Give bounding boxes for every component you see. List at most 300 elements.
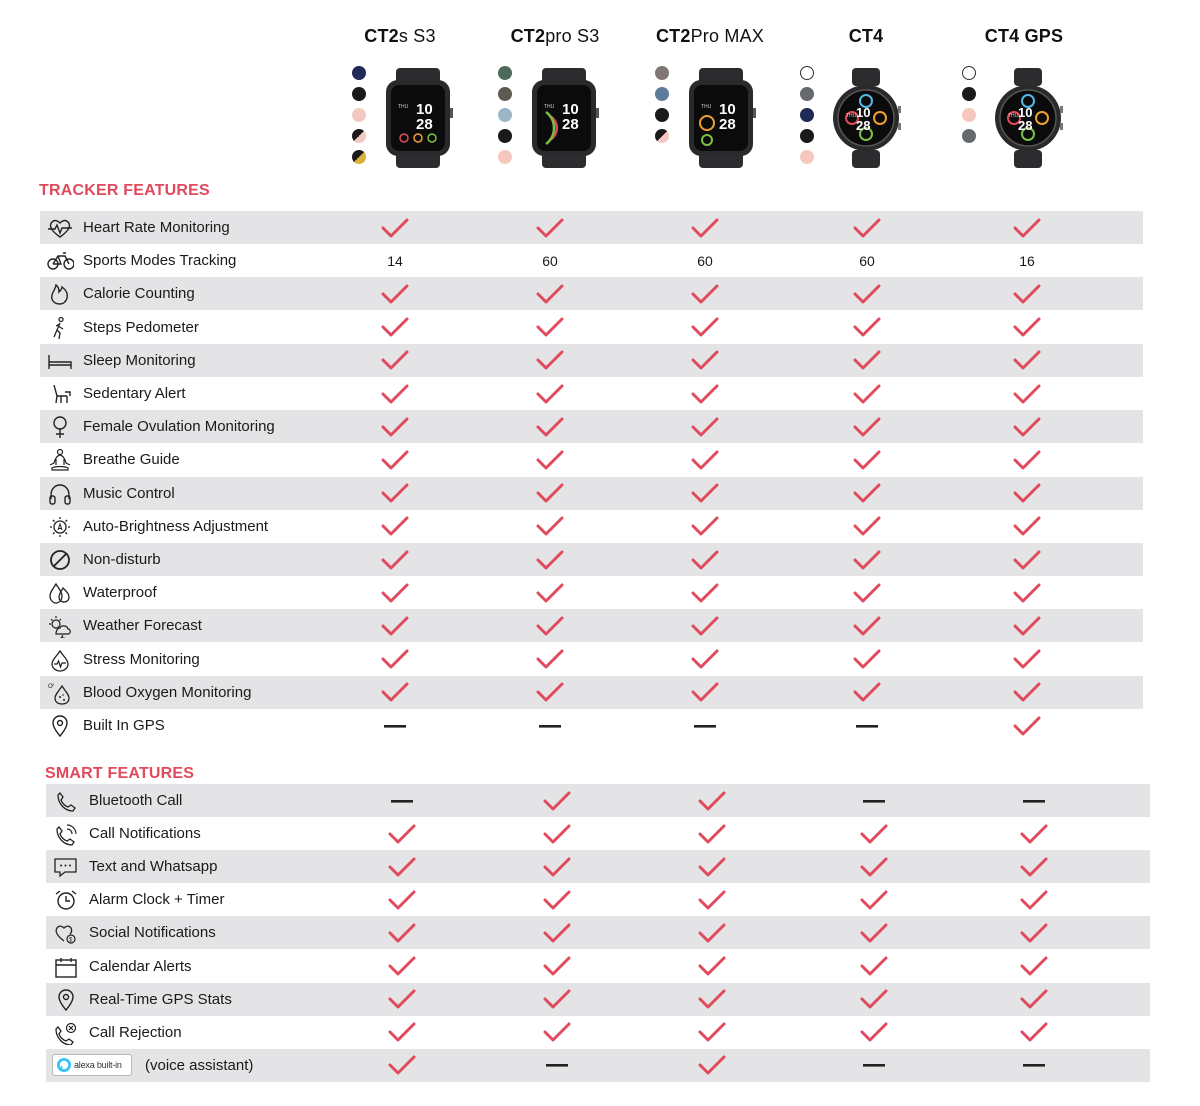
check-mark [860, 823, 888, 845]
value-cell [675, 576, 735, 609]
value-cell [837, 311, 897, 344]
value-cell [520, 377, 580, 410]
check-mark [381, 217, 409, 239]
color-swatch[interactable] [655, 66, 669, 80]
check-mark [691, 681, 719, 703]
check-mark [691, 615, 719, 637]
check-mark [698, 823, 726, 845]
check-mark [691, 416, 719, 438]
value-cell [372, 1049, 432, 1082]
check-mark [381, 549, 409, 571]
value-cell [365, 543, 425, 576]
color-swatch[interactable] [800, 108, 814, 122]
table-row [40, 410, 1143, 443]
color-swatches [655, 66, 673, 150]
value-cell [997, 311, 1057, 344]
model-name-bold: CT2 [655, 26, 691, 46]
value-cell [527, 883, 587, 916]
check-mark [691, 349, 719, 371]
value-cell [997, 576, 1057, 609]
check-mark [853, 383, 881, 405]
value-cell [1004, 950, 1064, 983]
value-cell [520, 410, 580, 443]
check-mark [388, 823, 416, 845]
value-cell [675, 543, 735, 576]
value-cell [675, 643, 735, 676]
social-heart-icon [52, 921, 80, 945]
check-mark [381, 515, 409, 537]
check-mark [536, 283, 564, 305]
check-mark [381, 681, 409, 703]
value-cell [682, 983, 742, 1016]
value-cell [675, 244, 735, 277]
color-swatch[interactable] [962, 108, 976, 122]
check-mark [543, 955, 571, 977]
row-label: Sleep Monitoring [83, 351, 196, 369]
color-swatch[interactable] [800, 66, 814, 80]
value-cell [372, 883, 432, 916]
check-mark [388, 856, 416, 878]
check-mark [1013, 283, 1041, 305]
value-cell [997, 377, 1057, 410]
check-mark [860, 856, 888, 878]
color-swatch[interactable] [498, 66, 512, 80]
dash-mark [383, 723, 407, 729]
watch-day: THU [544, 104, 555, 110]
check-mark [536, 549, 564, 571]
value-cell [997, 643, 1057, 676]
value-cell [837, 344, 897, 377]
check-mark [1020, 922, 1048, 944]
value-cell [365, 211, 425, 244]
check-mark [1013, 681, 1041, 703]
alexa-logo-icon [56, 1057, 72, 1073]
color-swatch[interactable] [498, 108, 512, 122]
brightness-icon [46, 515, 74, 539]
check-mark [536, 416, 564, 438]
value-cell [1004, 817, 1064, 850]
water-drops-icon [46, 581, 74, 605]
check-mark [698, 955, 726, 977]
check-mark [691, 482, 719, 504]
value-cell [997, 477, 1057, 510]
row-label: Blood Oxygen Monitoring [83, 683, 252, 701]
model-title-2 [630, 26, 790, 47]
value-cell [527, 983, 587, 1016]
value-cell [675, 443, 735, 476]
model-title-1 [475, 26, 635, 47]
value-cell [844, 983, 904, 1016]
check-mark [536, 217, 564, 239]
model-name-rest: s S3 [398, 26, 436, 46]
watch-day: THU [701, 104, 712, 110]
phone-icon [52, 789, 80, 813]
check-mark [860, 889, 888, 911]
watch-face-text [992, 68, 1064, 168]
value-cell [527, 850, 587, 883]
watch-face-text [685, 68, 757, 168]
check-mark [1020, 1021, 1048, 1043]
value-cell [520, 443, 580, 476]
value-cell [997, 543, 1057, 576]
check-mark [853, 482, 881, 504]
color-swatch[interactable] [498, 150, 512, 164]
watch-minute: 28 [1018, 118, 1033, 133]
check-mark [1013, 383, 1041, 405]
value-cell [372, 850, 432, 883]
value-cell [837, 709, 897, 742]
row-label: Weather Forecast [83, 617, 202, 635]
value-cell [844, 916, 904, 949]
check-mark [698, 1021, 726, 1043]
check-mark [1020, 856, 1048, 878]
value-cell [997, 344, 1057, 377]
headphones-icon [46, 482, 74, 506]
check-mark [860, 988, 888, 1010]
row-label: Stress Monitoring [83, 650, 200, 668]
row-label: Calorie Counting [83, 285, 195, 303]
check-mark [536, 615, 564, 637]
check-mark [698, 790, 726, 812]
row-label: Text and Whatsapp [89, 858, 218, 876]
chat-bubble-icon [52, 855, 80, 879]
check-mark [853, 449, 881, 471]
row-label: Breathe Guide [83, 451, 180, 469]
value-cell [675, 377, 735, 410]
value-cell [997, 709, 1057, 742]
check-mark [698, 988, 726, 1010]
check-mark [536, 449, 564, 471]
value-cell [527, 784, 587, 817]
value-number: 14 [387, 252, 403, 269]
value-cell [682, 950, 742, 983]
value-cell [837, 643, 897, 676]
check-mark [381, 383, 409, 405]
check-mark [543, 988, 571, 1010]
model-name-rest: Pro MAX [690, 26, 765, 46]
svg-text:O: O [48, 683, 53, 690]
row-label: Female Ovulation Monitoring [83, 418, 275, 436]
value-cell [844, 950, 904, 983]
value-cell [837, 244, 897, 277]
table-row [40, 277, 1143, 310]
table-row [40, 576, 1143, 609]
check-mark [691, 316, 719, 338]
color-swatch[interactable] [352, 129, 366, 143]
color-swatch[interactable] [962, 66, 976, 80]
check-mark [1020, 988, 1048, 1010]
value-cell [365, 377, 425, 410]
value-cell [365, 311, 425, 344]
check-mark [691, 383, 719, 405]
female-symbol-icon [46, 415, 74, 439]
check-mark [1013, 549, 1041, 571]
check-mark [1013, 715, 1041, 737]
value-cell [682, 1016, 742, 1049]
value-cell [1004, 850, 1064, 883]
color-swatch[interactable] [498, 129, 512, 143]
calendar-icon [52, 955, 80, 979]
check-mark [536, 383, 564, 405]
check-mark [853, 283, 881, 305]
value-cell [520, 477, 580, 510]
value-cell [372, 784, 432, 817]
table-row [40, 709, 1143, 742]
check-mark [388, 955, 416, 977]
check-mark [536, 349, 564, 371]
watch-face-text [528, 68, 600, 168]
check-mark [691, 283, 719, 305]
check-mark [853, 648, 881, 670]
check-mark [691, 582, 719, 604]
walking-person-icon [46, 316, 74, 340]
value-cell [372, 950, 432, 983]
check-mark [1013, 449, 1041, 471]
color-swatch[interactable] [800, 129, 814, 143]
watch-minute: 28 [562, 116, 579, 133]
value-cell [837, 510, 897, 543]
color-swatch[interactable] [800, 150, 814, 164]
check-mark [381, 283, 409, 305]
check-mark [381, 449, 409, 471]
row-label: Real-Time GPS Stats [89, 990, 232, 1008]
check-mark [388, 922, 416, 944]
row-label: Heart Rate Monitoring [83, 219, 230, 236]
value-cell [675, 676, 735, 709]
location-pin-icon [52, 988, 80, 1012]
alarm-clock-icon [52, 888, 80, 912]
watch-thumbnail-3 [800, 64, 930, 174]
color-swatches [962, 66, 980, 150]
value-cell [837, 377, 897, 410]
watch-hour: 10 [562, 101, 579, 118]
color-swatches [498, 66, 516, 171]
check-mark [860, 1021, 888, 1043]
watch-thumbnail-2 [655, 64, 785, 174]
row-label: Social Notifications [89, 924, 216, 942]
do-not-disturb-icon [46, 548, 74, 572]
color-swatch[interactable] [962, 87, 976, 101]
value-cell [682, 916, 742, 949]
check-mark [381, 416, 409, 438]
value-cell [520, 643, 580, 676]
color-swatch[interactable] [498, 87, 512, 101]
value-cell [844, 1049, 904, 1082]
check-mark [543, 823, 571, 845]
check-mark [381, 482, 409, 504]
row-label: Call Rejection [89, 1023, 182, 1041]
value-cell [372, 1016, 432, 1049]
section-title-smart: SMART FEATURES [45, 765, 195, 782]
watch-day: THU [1008, 113, 1019, 119]
table-row [40, 609, 1143, 642]
color-swatch[interactable] [655, 108, 669, 122]
meditation-icon [46, 448, 74, 472]
bicycle-icon [46, 249, 74, 273]
model-name-rest: pro S3 [545, 26, 600, 46]
value-cell [682, 817, 742, 850]
check-mark [853, 582, 881, 604]
value-cell [520, 709, 580, 742]
value-cell [520, 676, 580, 709]
value-cell [365, 443, 425, 476]
location-pin-icon [46, 714, 74, 738]
table-row [46, 817, 1150, 850]
value-cell [527, 817, 587, 850]
check-mark [1013, 582, 1041, 604]
check-mark [388, 889, 416, 911]
check-mark [1013, 482, 1041, 504]
weather-icon [46, 614, 74, 638]
model-name-bold: CT2 [364, 26, 399, 46]
heart-rate-icon [46, 216, 74, 240]
watch-minute: 28 [719, 116, 736, 133]
check-mark [543, 889, 571, 911]
call-reject-icon [52, 1021, 80, 1045]
check-mark [536, 482, 564, 504]
check-mark [691, 515, 719, 537]
check-mark [860, 922, 888, 944]
value-cell [372, 916, 432, 949]
color-swatch[interactable] [352, 66, 366, 80]
row-label: Non-disturb [83, 551, 161, 568]
row-label: Sedentary Alert [83, 385, 186, 402]
value-cell [997, 676, 1057, 709]
watch-hour: 10 [416, 101, 433, 118]
watch-hour: 10 [719, 101, 736, 118]
value-cell [837, 277, 897, 310]
color-swatch[interactable] [655, 129, 669, 143]
check-mark [853, 316, 881, 338]
check-mark [388, 1054, 416, 1076]
color-swatch[interactable] [352, 108, 366, 122]
value-cell [365, 609, 425, 642]
table-row [46, 1049, 1150, 1082]
value-cell [675, 211, 735, 244]
color-swatch[interactable] [800, 87, 814, 101]
color-swatch[interactable] [655, 87, 669, 101]
watch-thumbnail-1 [498, 64, 628, 174]
watch-face-text [382, 68, 454, 168]
row-label: Bluetooth Call [89, 792, 183, 809]
value-cell [520, 211, 580, 244]
model-title-3 [786, 26, 946, 47]
color-swatch[interactable] [352, 87, 366, 101]
check-mark [853, 217, 881, 239]
row-label: Built In GPS [83, 717, 165, 734]
check-mark [543, 922, 571, 944]
table-row [46, 1016, 1150, 1049]
check-mark [536, 316, 564, 338]
check-mark [853, 349, 881, 371]
value-cell [844, 817, 904, 850]
row-label: Calendar Alerts [89, 957, 192, 975]
check-mark [536, 648, 564, 670]
value-cell [997, 609, 1057, 642]
value-cell [520, 510, 580, 543]
check-mark [853, 416, 881, 438]
color-swatches [352, 66, 370, 171]
value-cell [1004, 883, 1064, 916]
value-cell [365, 576, 425, 609]
value-cell [675, 510, 735, 543]
value-cell [675, 311, 735, 344]
check-mark [543, 790, 571, 812]
value-cell [844, 1016, 904, 1049]
check-mark [853, 615, 881, 637]
alexa-badge-text: alexa built-in [74, 1059, 122, 1070]
value-cell [675, 277, 735, 310]
value-cell [837, 576, 897, 609]
value-cell [837, 443, 897, 476]
value-cell [837, 543, 897, 576]
chair-icon [46, 382, 74, 406]
value-cell [527, 1016, 587, 1049]
value-cell [844, 784, 904, 817]
value-cell [997, 211, 1057, 244]
flame-icon [46, 282, 74, 306]
value-cell [1004, 983, 1064, 1016]
value-cell [1004, 1016, 1064, 1049]
value-number: 60 [697, 252, 713, 269]
phone-ringing-icon [52, 822, 80, 846]
dash-mark [390, 798, 414, 804]
value-cell [365, 244, 425, 277]
value-cell [997, 244, 1057, 277]
check-mark [691, 449, 719, 471]
check-mark [536, 582, 564, 604]
check-mark [1013, 515, 1041, 537]
check-mark [381, 648, 409, 670]
value-cell [837, 609, 897, 642]
value-cell [527, 1049, 587, 1082]
value-cell [365, 676, 425, 709]
value-cell [997, 410, 1057, 443]
table-row [40, 543, 1143, 576]
value-cell [365, 277, 425, 310]
table-row [46, 883, 1150, 916]
dash-mark [1022, 1062, 1046, 1068]
value-number: 60 [542, 252, 558, 269]
value-cell [365, 709, 425, 742]
check-mark [1013, 615, 1041, 637]
table-row [40, 377, 1143, 410]
row-label: Waterproof [83, 584, 157, 602]
table-row [40, 211, 1143, 244]
check-mark [536, 515, 564, 537]
watch-thumbnail-4 [962, 64, 1092, 174]
check-mark [860, 955, 888, 977]
watch-hour: 10 [1018, 105, 1033, 120]
row-label: Sports Modes Tracking [83, 252, 237, 270]
check-mark [691, 549, 719, 571]
row-label: Auto-Brightness Adjustment [83, 517, 269, 535]
check-mark [1013, 316, 1041, 338]
svg-text:2: 2 [52, 681, 55, 687]
value-cell [365, 643, 425, 676]
value-cell [372, 817, 432, 850]
check-mark [698, 889, 726, 911]
value-cell [675, 709, 735, 742]
value-cell [844, 883, 904, 916]
color-swatch[interactable] [962, 129, 976, 143]
watch-thumbnail-0 [352, 64, 482, 174]
color-swatch[interactable] [352, 150, 366, 164]
dash-mark [538, 723, 562, 729]
value-cell [997, 277, 1057, 310]
value-cell [527, 950, 587, 983]
check-mark [543, 1021, 571, 1043]
